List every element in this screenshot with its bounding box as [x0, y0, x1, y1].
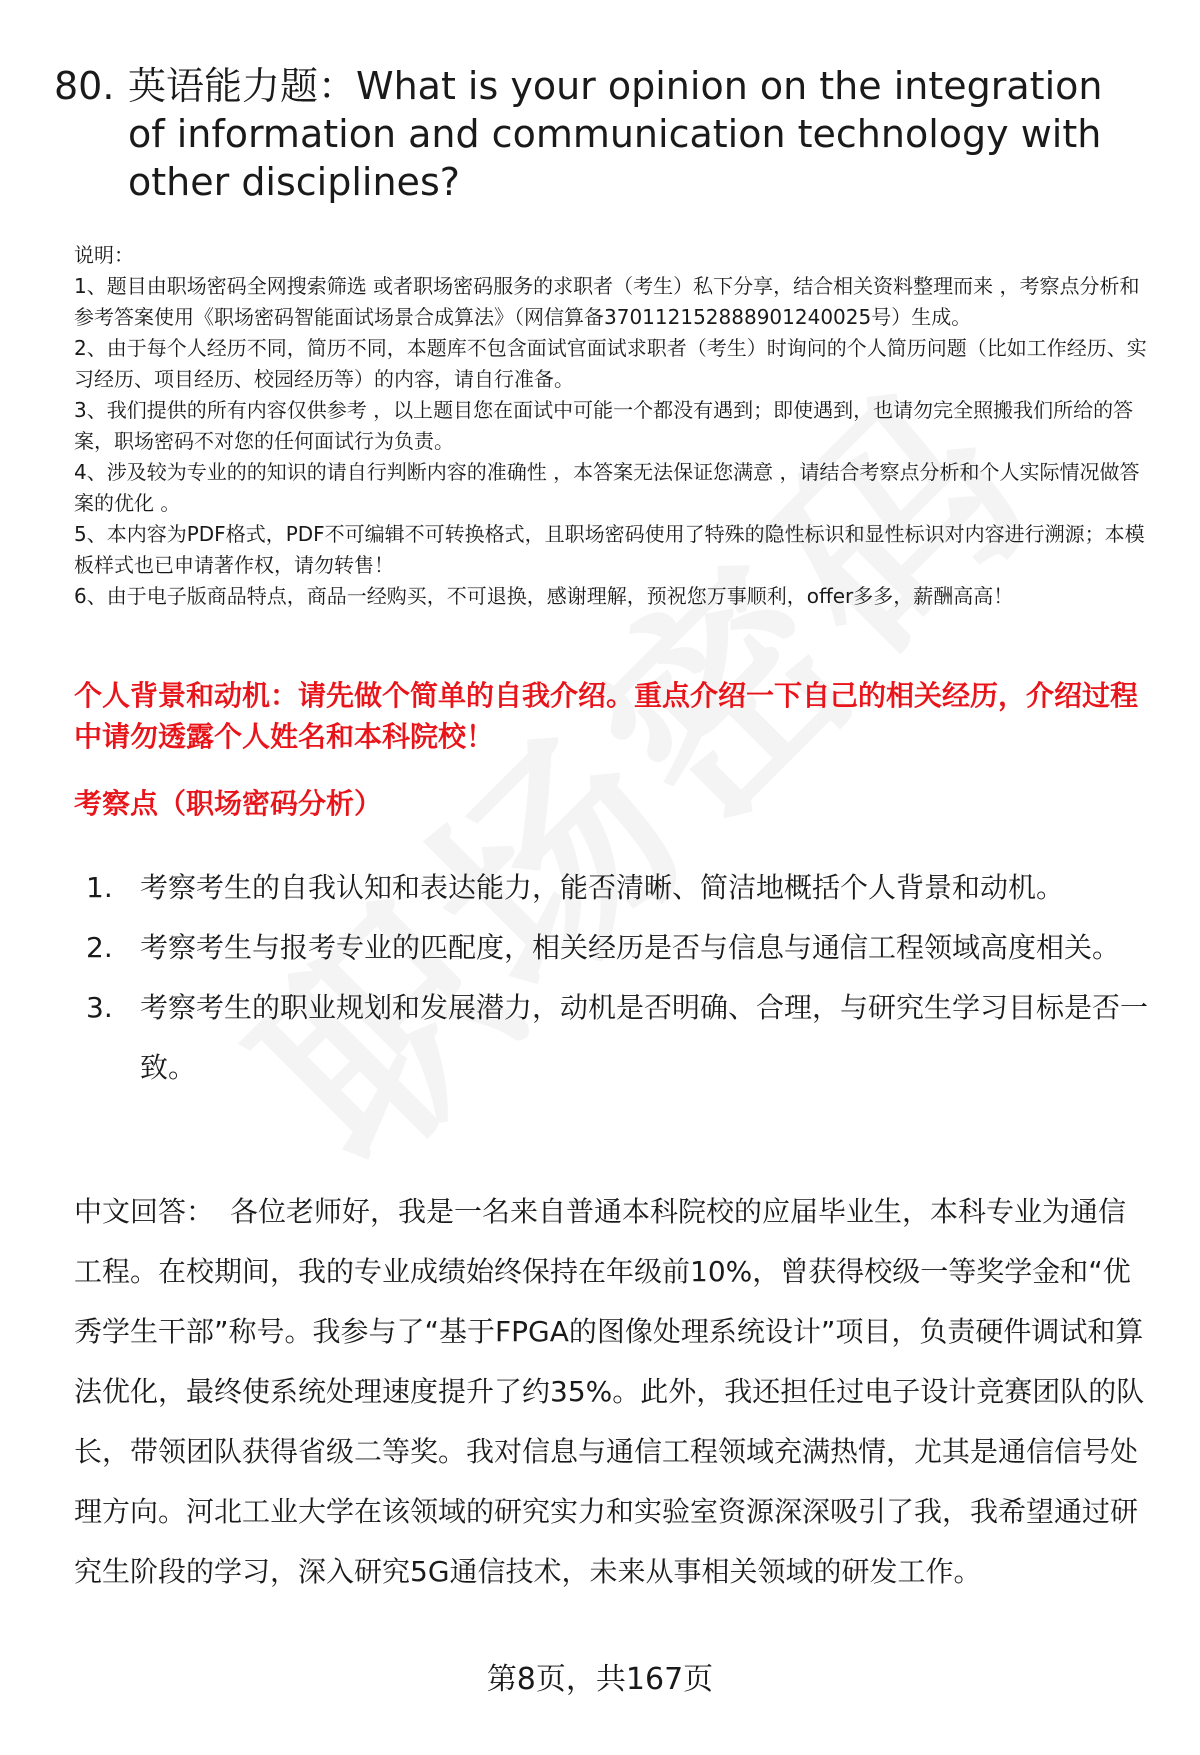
answer-section	[74, 1182, 1154, 1602]
note-item: 2、由于每个人经历不同，简历不同，本题库不包含面试官面试求职者（考生）时询问的个人简历问题（比如工作经历、实习经历、项目经历、校园经历等）的内容，请自行准备。	[74, 336, 1147, 391]
note-item: 5、本内容为PDF格式，PDF不可编辑不可转换格式，且职场密码使用了特殊的隐性标识和显性标识对内容进行溯源；本模板样式也已申请著作权，请勿转售！	[74, 522, 1145, 577]
point-number: 3.	[86, 991, 113, 1024]
point-text: 考察考生与报考专业的匹配度，相关经历是否与信息与通信工程领域高度相关。	[140, 931, 1121, 964]
list-item	[74, 918, 1154, 978]
note-item: 4、涉及较为专业的的知识的请自行判断内容的准确性 ，本答案无法保证您满意 ，请结合考察点分析和个人实际情况做答案的优化 。	[74, 460, 1140, 515]
list-item	[74, 978, 1154, 1098]
point-text: 考察考生的职业规划和发展潜力，动机是否明确、合理，与研究生学习目标是否一致。	[140, 991, 1149, 1084]
question-text: 英语能力题：What is your opinion on the integration of information and communication technology with other disciplines?	[128, 64, 1103, 204]
points-list	[74, 858, 1154, 1098]
point-number: 2.	[86, 931, 113, 964]
question-title	[54, 62, 1134, 206]
question-number: 80.	[54, 64, 115, 108]
notes-section	[74, 240, 1154, 612]
page-footer: 第8页，共167页	[486, 1662, 714, 1697]
list-item	[74, 858, 1154, 918]
answer-text: 各位老师好，我是一名来自普通本科院校的应届毕业生，本科专业为通信工程。在校期间，我的专业成绩始终保持在年级前10%，曾获得校级一等奖学金和“优秀学生干部”称号。我参与了“基于FPGA的图像处理系统设计”项目，负责硬件调试和算法优化，最终使系统处理速度提升了约35%。此外，我还担任过电子设计竞赛团队的队长，带领团队获得省级二等奖。我对信息与通信工程领域充满热情，尤其是通信信号处理方向。河北工业大学在该领域的研究实力和实验室资源深深吸引了我，我希望通过研究生阶段的学习，深入研究5G通信技术，未来从事相关领域的研发工作。	[74, 1195, 1145, 1588]
point-number: 1.	[86, 871, 113, 904]
notes-heading: 说明：	[74, 243, 134, 267]
note-item: 6、由于电子版商品特点，商品一经购买，不可退换，感谢理解，预祝您万事顺利，offer多多，薪酬高高！	[74, 584, 1014, 608]
interview-question: 个人背景和动机：请先做个简单的自我介绍。重点介绍一下自己的相关经历，介绍过程中请勿透露个人姓名和本科院校！	[74, 679, 1139, 753]
answer-label: 中文回答：	[74, 1195, 215, 1228]
point-text: 考察考生的自我认知和表达能力，能否清晰、简洁地概括个人背景和动机。	[140, 871, 1065, 904]
note-item: 1、题目由职场密码全网搜索筛选 或者职场密码服务的求职者（考生）私下分享，结合相关资料整理而来 ，考察点分析和参考答案使用《职场密码智能面试场景合成算法》（网信算备370112152888901240025号）生成。	[74, 274, 1140, 329]
points-heading: 考察点（职场密码分析）	[74, 787, 383, 820]
note-item: 3、我们提供的所有内容仅供参考 ，以上题目您在面试中可能一个都没有遇到；即使遇到，也请勿完全照搬我们所给的答案，职场密码不对您的任何面试行为负责。	[74, 398, 1134, 453]
